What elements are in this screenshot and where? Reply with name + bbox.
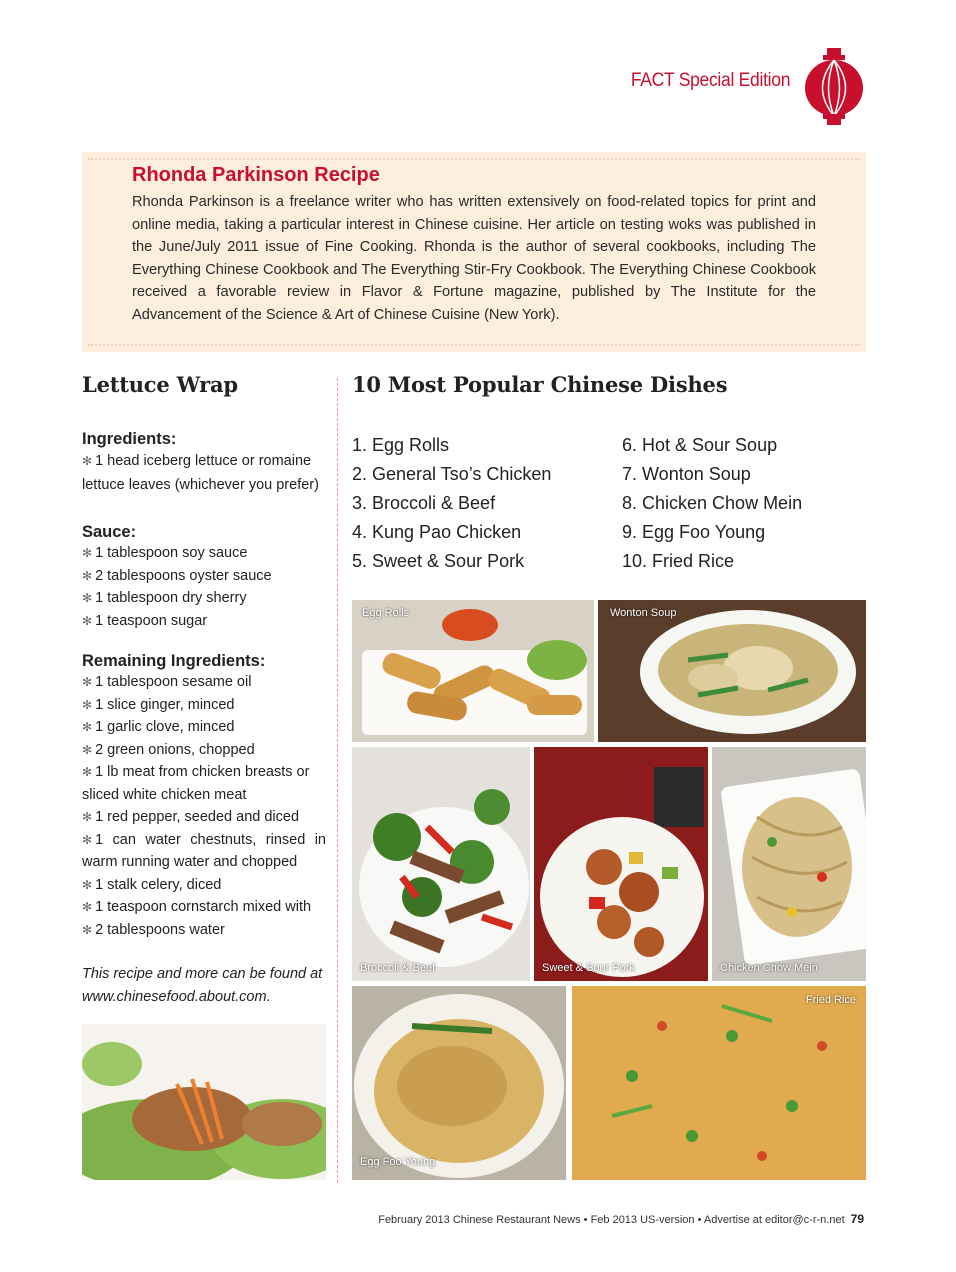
dish-item: 8. Chicken Chow Mein <box>622 493 803 513</box>
chicken-chow-mein-photo <box>712 747 866 981</box>
sauce-item: ✻ 2 tablespoons oyster sauce <box>82 567 272 584</box>
sauce-heading: Sauce: <box>82 523 137 541</box>
fried-rice-image <box>572 986 866 1180</box>
lettuce-wrap-photo <box>82 1024 326 1180</box>
dish-item: 1. Egg Rolls <box>352 435 450 455</box>
remaining-item: ✻ 1 teaspoon cornstarch mixed with <box>82 899 312 915</box>
dish-item: 4. Kung Pao Chicken <box>352 522 522 542</box>
photo-caption: Sweet & Sour Pork <box>542 962 635 974</box>
remaining-item: ✻ 1 red pepper, seeded and diced <box>82 809 300 825</box>
fried-rice-photo <box>572 986 866 1180</box>
sweet-sour-pork-image <box>534 747 708 981</box>
footer-text: February 2013 Chinese Restaurant News • Feb 2013 US-version • Advertise at editor@c-r-n.net <box>378 1214 845 1226</box>
dish-item: 9. Egg Foo Young <box>622 522 766 542</box>
chicken-chow-mein-image <box>712 747 866 981</box>
dish-item: 6. Hot & Sour Soup <box>622 435 778 455</box>
dish-item: 5. Sweet & Sour Pork <box>352 551 525 571</box>
dish-item: 7. Wonton Soup <box>622 464 751 484</box>
sauce-item: ✻ 1 teaspoon sugar <box>82 612 208 629</box>
lantern-icon <box>803 48 865 126</box>
bio-text: Rhonda Parkinson is a freelance writer who has written extensively on food-related topics for print and online media, taking a particular interest in Chinese cuisine. Her article on testing woks was published in the June/July 2011 issue of Fine Cooking. Rhonda is the author of several cookbooks, including The Everything Chinese Cookbook and The Everything Stir-Fry Cookbook. The Everything Chinese Cookbook received a favorable review in Flavor & Fortune magazine, published by The Institute for the Advancement of the Science & Art of Chinese Cuisine (New York). <box>132 194 816 323</box>
egg-foo-young-photo <box>352 986 566 1180</box>
remaining-item: ✻ 1 tablespoon sesame oil <box>82 674 252 690</box>
photo-caption: Broccoli & Beef <box>360 962 436 974</box>
sauce-item: ✻ 1 tablespoon soy sauce <box>82 545 248 561</box>
recipe-title: Lettuce Wrap <box>82 372 238 397</box>
recipe-column <box>82 372 326 1009</box>
dishes-list-col1 <box>352 431 622 576</box>
dishes-column <box>352 372 866 576</box>
photo-caption: Wonton Soup <box>610 607 677 619</box>
edition-label: FACT Special Edition <box>630 70 790 91</box>
remaining-item: ✻ 1 slice ginger, minced <box>82 696 235 713</box>
lettuce-wrap-image <box>82 1024 326 1180</box>
remaining-item: ✻ 1 garlic clove, minced <box>82 719 235 735</box>
footer <box>378 1212 864 1226</box>
broccoli-beef-image <box>352 747 530 981</box>
photo-caption: Chicken Chow Mein <box>720 962 818 974</box>
dishes-list-col2 <box>622 431 802 576</box>
wonton-soup-photo <box>598 600 866 742</box>
dish-item: 3. Broccoli & Beef <box>352 493 496 513</box>
column-divider <box>337 378 338 1183</box>
remaining-item: ✻ 1 stalk celery, diced <box>82 876 222 893</box>
bio-border-top <box>88 158 860 160</box>
remaining-item: ✻ 2 tablespoons water <box>82 921 225 938</box>
remaining-item: ✻ 2 green onions, chopped <box>82 741 255 758</box>
dishes-list <box>352 431 866 576</box>
bio-border-bottom <box>88 344 860 346</box>
page-number: 79 <box>850 1212 864 1226</box>
remaining-item: ✻ 1 can water chestnuts, rinsed in warm running water and chopped <box>82 831 326 870</box>
photo-caption: Egg Foo Young <box>360 1156 436 1168</box>
source-url: www.chinesefood.about.com. <box>82 989 271 1005</box>
bio-title: Rhonda Parkinson Recipe <box>132 164 380 186</box>
ingredient-item: ✻ 1 head iceberg lettuce or romaine lettuce leaves (whichever you prefer) <box>82 453 319 493</box>
dish-item: 10. Fried Rice <box>622 551 735 571</box>
dish-item: 2. General Tso’s Chicken <box>352 464 552 484</box>
wonton-soup-image <box>598 600 866 742</box>
broccoli-beef-photo <box>352 747 530 981</box>
bio-box <box>82 152 866 352</box>
photo-caption: Egg Rolls <box>362 607 410 619</box>
remaining-heading: Remaining Ingredients: <box>82 652 266 670</box>
dishes-title: 10 Most Popular Chinese Dishes <box>352 372 728 397</box>
sauce-item: ✻ 1 tablespoon dry sherry <box>82 590 247 606</box>
photo-caption: Fried Rice <box>805 994 856 1006</box>
egg-foo-young-image <box>352 986 566 1180</box>
egg-rolls-image <box>352 600 594 742</box>
egg-rolls-photo <box>352 600 594 742</box>
remaining-item: ✻ 1 lb meat from chicken breasts or sliced white chicken meat <box>82 764 310 803</box>
ingredients-heading: Ingredients: <box>82 430 177 448</box>
source-note: This recipe and more can be found at <box>82 966 323 982</box>
sweet-sour-pork-photo <box>534 747 708 981</box>
